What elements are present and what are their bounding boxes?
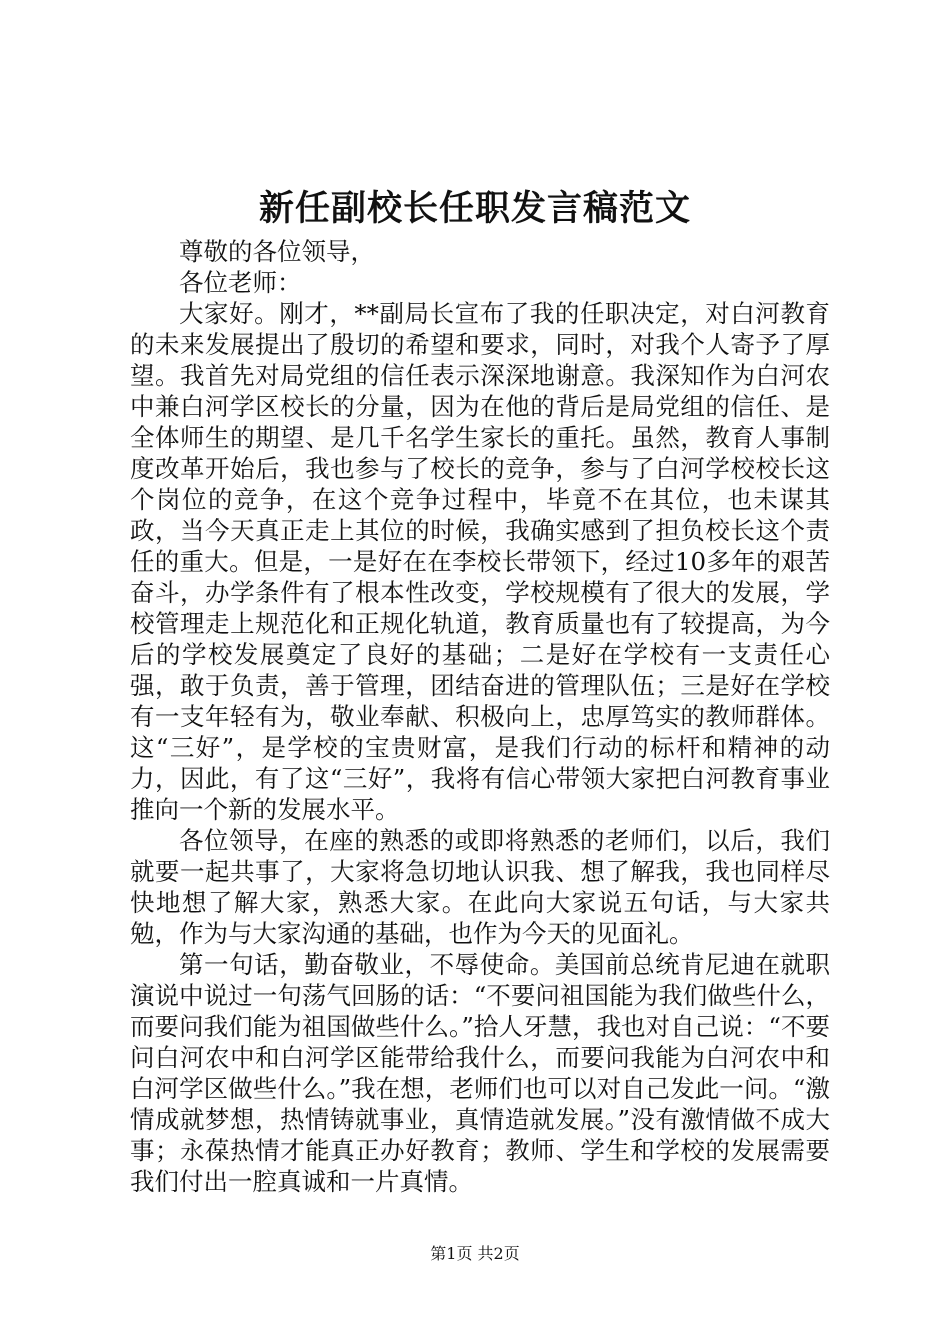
document-body bbox=[130, 236, 830, 1197]
paragraph-2: 各位领导，在座的熟悉的或即将熟悉的老师们，以后，我们就要一起共事了，大家将急切地认识我、想了解我，我也同样尽快地想了解大家，熟悉大家。在此向大家说五句话，与大家共勉，作为与大家沟通的基础，也作为今天的见面礼。 bbox=[130, 826, 830, 948]
salutation-leaders: 尊敬的各位领导， bbox=[179, 237, 375, 266]
salutation-teachers: 各位老师： bbox=[179, 268, 302, 297]
paragraph-3: 第一句话，勤奋敬业，不辱使命。美国前总统肯尼迪在就职演说中说过一句荡气回肠的话：“不要问祖国能为我们做些什么，而要问我们能为祖国做些什么。”拾人牙慧，我也对自己说：“不要问白河农中和白河学区能带给我什么，而要问我能为白河农中和白河学区做些什么。”我在想，老师们也可以对自己发此一问。“激情成就梦想，热情铸就事业，真情造就发展。”没有激情做不成大事；永葆热情才能真正办好教育；教师、学生和学校的发展需要我们付出一腔真诚和一片真情。 bbox=[130, 950, 830, 1196]
paragraph-1: 大家好。刚才，**副局长宣布了我的任职决定，对白河教育的未来发展提出了殷切的希望和要求，同时，对我个人寄予了厚望。我首先对局党组的信任表示深深地谢意。我深知作为白河农中兼白河学区校长的分量，因为在他的背后是局党组的信任、是全体师生的期望、是几千名学生家长的重托。虽然，教育人事制度改革开始后，我也参与了校长的竞争，参与了白河学校校长这个岗位的竞争，在这个竞争过程中，毕竟不在其位，也未谋其政，当今天真正走上其位的时候，我确实感到了担负校长这个责任的重大。但是，一是好在在李校长带领下，经过10多年的艰苦奋斗，办学条件有了根本性改变，学校规模有了很大的发展，学校管理走上规范化和正规化轨道，教育质量也有了较提高，为今后的学校发展奠定了良好的基础；二是好在学校有一支责任心强，敢于负责，善于管理，团结奋进的管理队伍；三是好在学校有一支年轻有为，敬业奉献、积极向上，忠厚笃实的教师群体。这“三好”，是学校的宝贵财富，是我们行动的标杆和精神的动力，因此，有了这“三好”，我将有信心带领大家把白河教育事业推向一个新的发展水平。 bbox=[130, 299, 830, 824]
document-title: 新任副校长任职发言稿范文 bbox=[258, 188, 691, 229]
page-number-footer: 第1页 共2页 bbox=[430, 1244, 520, 1263]
